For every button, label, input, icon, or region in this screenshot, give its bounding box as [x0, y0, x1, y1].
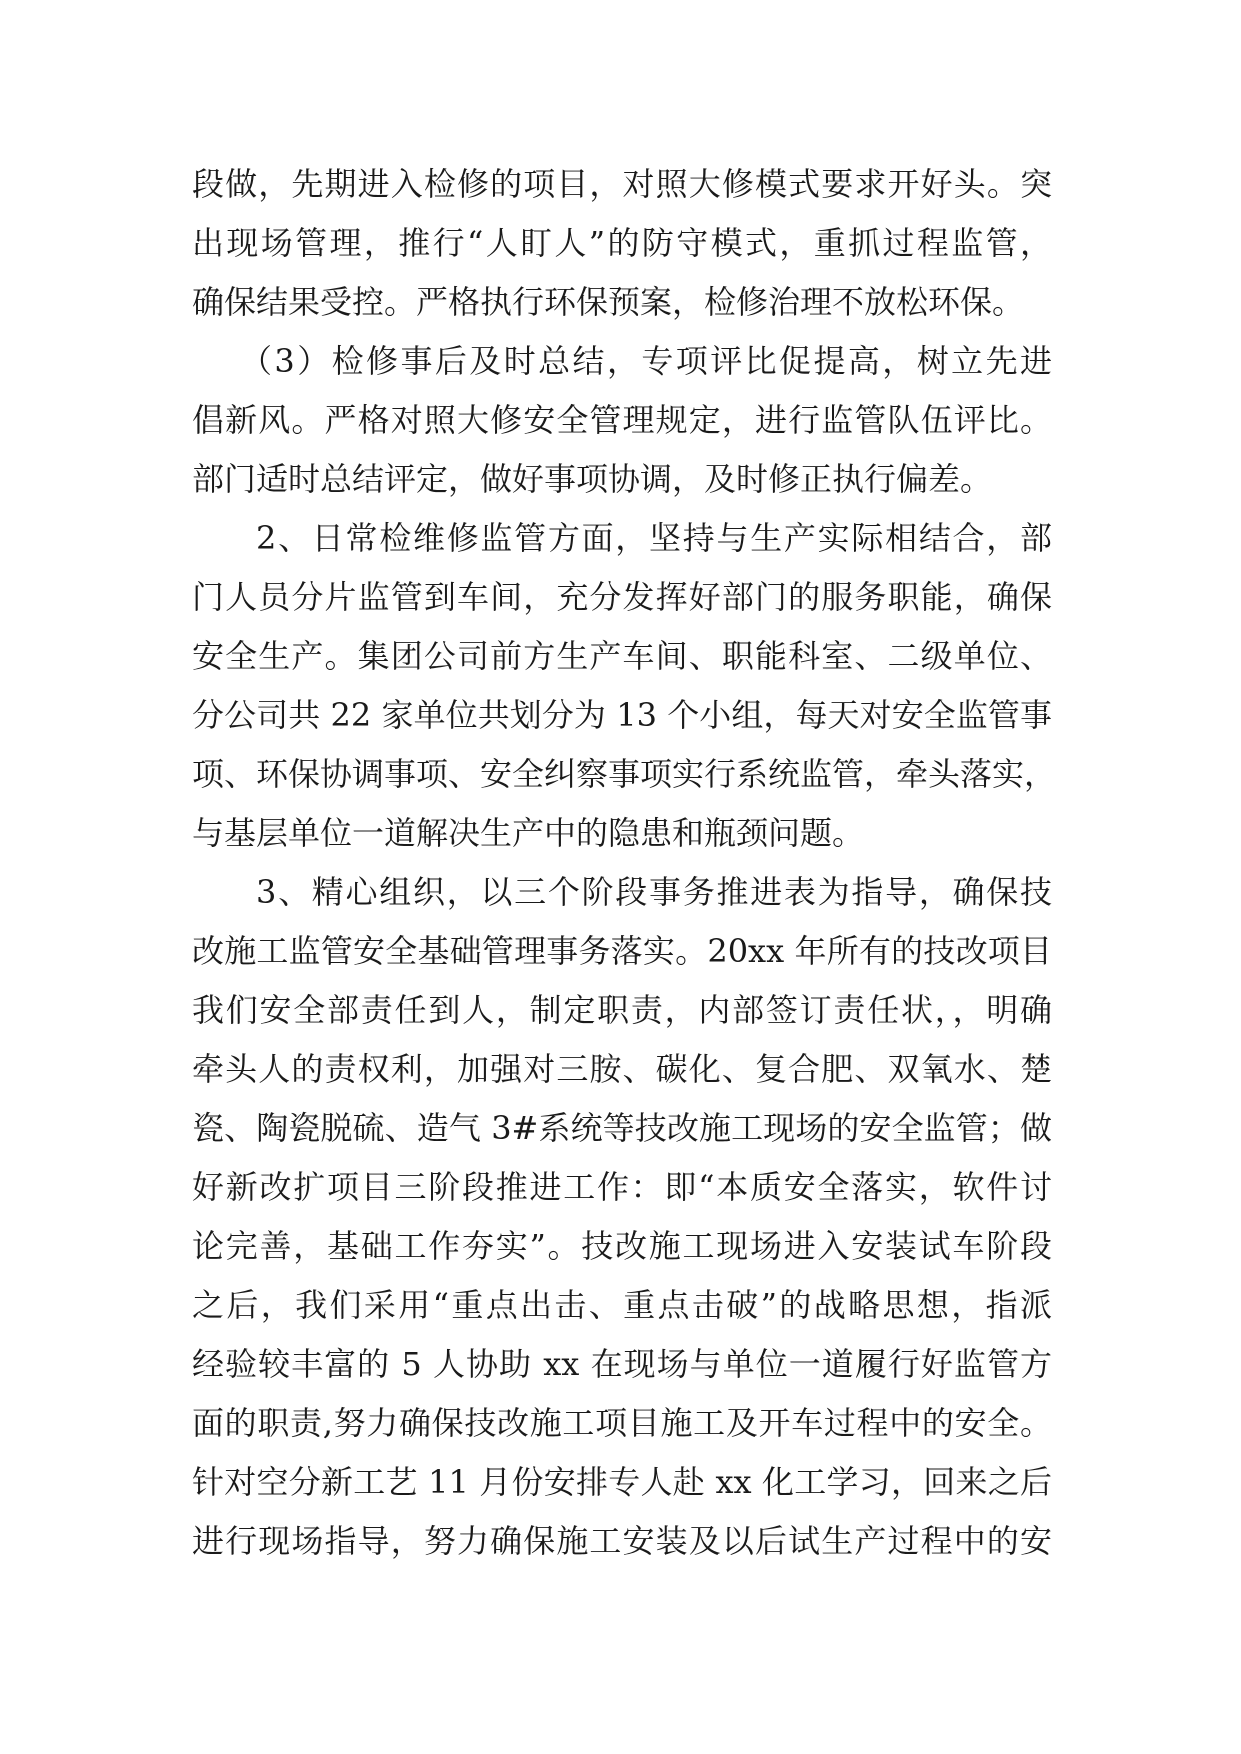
text-line: 出现场管理，推行“人盯人”的防守模式，重抓过程监管，	[192, 224, 1052, 262]
text-line: 分公司共 22 家单位共划分为 13 个小组，每天对安全监管事	[192, 696, 1052, 734]
text-line: 项、环保协调事项、安全纠察事项实行系统监管，牵头落实，	[192, 755, 1057, 793]
text-line: 我们安全部责任到人，制定职责，内部签订责任状，，明确	[192, 991, 1052, 1029]
text-line: 安全生产。集团公司前方生产车间、职能科室、二级单位、	[192, 637, 1052, 675]
text-line: 门人员分片监管到车间，充分发挥好部门的服务职能，确保	[192, 578, 1052, 616]
text-line: 进行现场指导，努力确保施工安装及以后试生产过程中的安	[192, 1522, 1052, 1560]
text-line: 部门适时总结评定，做好事项协调，及时修正执行偏差。	[192, 460, 993, 498]
paragraph-start-line: 3、精心组织，以三个阶段事务推进表为指导，确保技	[256, 873, 1052, 911]
document-body	[192, 155, 1057, 1571]
text-line: 倡新风。严格对照大修安全管理规定，进行监管队伍评比。	[192, 401, 1052, 439]
text-line: 经验较丰富的 5 人协助 xx 在现场与单位一道履行好监管方	[192, 1345, 1052, 1383]
text-line: 瓷、陶瓷脱硫、造气 3#系统等技改施工现场的安全监管；做	[192, 1109, 1052, 1147]
text-line: 论完善，基础工作夯实”。技改施工现场进入安装试车阶段	[192, 1227, 1052, 1265]
paragraph-start-line: （3）检修事后及时总结，专项评比促提高，树立先进	[240, 342, 1052, 380]
text-line: 与基层单位一道解决生产中的隐患和瓶颈问题。	[192, 814, 865, 852]
paragraph-start-line: 2、日常检维修监管方面，坚持与生产实际相结合，部	[256, 519, 1052, 557]
text-line: 确保结果受控。严格执行环保预案，检修治理不放松环保。	[192, 283, 1025, 321]
text-line: 面的职责,努力确保技改施工项目施工及开车过程中的安全。	[192, 1404, 1052, 1442]
text-line: 好新改扩项目三阶段推进工作：即“本质安全落实，软件讨	[192, 1168, 1052, 1206]
text-line: 之后，我们采用“重点出击、重点击破”的战略思想，指派	[192, 1286, 1052, 1324]
text-line: 段做，先期进入检修的项目，对照大修模式要求开好头。突	[192, 165, 1052, 203]
text-line: 牵头人的责权利，加强对三胺、碳化、复合肥、双氧水、楚	[192, 1050, 1052, 1088]
text-line: 改施工监管安全基础管理事务落实。20xx 年所有的技改项目	[192, 932, 1052, 970]
text-line: 针对空分新工艺 11 月份安排专人赴 xx 化工学习，回来之后	[192, 1463, 1052, 1501]
